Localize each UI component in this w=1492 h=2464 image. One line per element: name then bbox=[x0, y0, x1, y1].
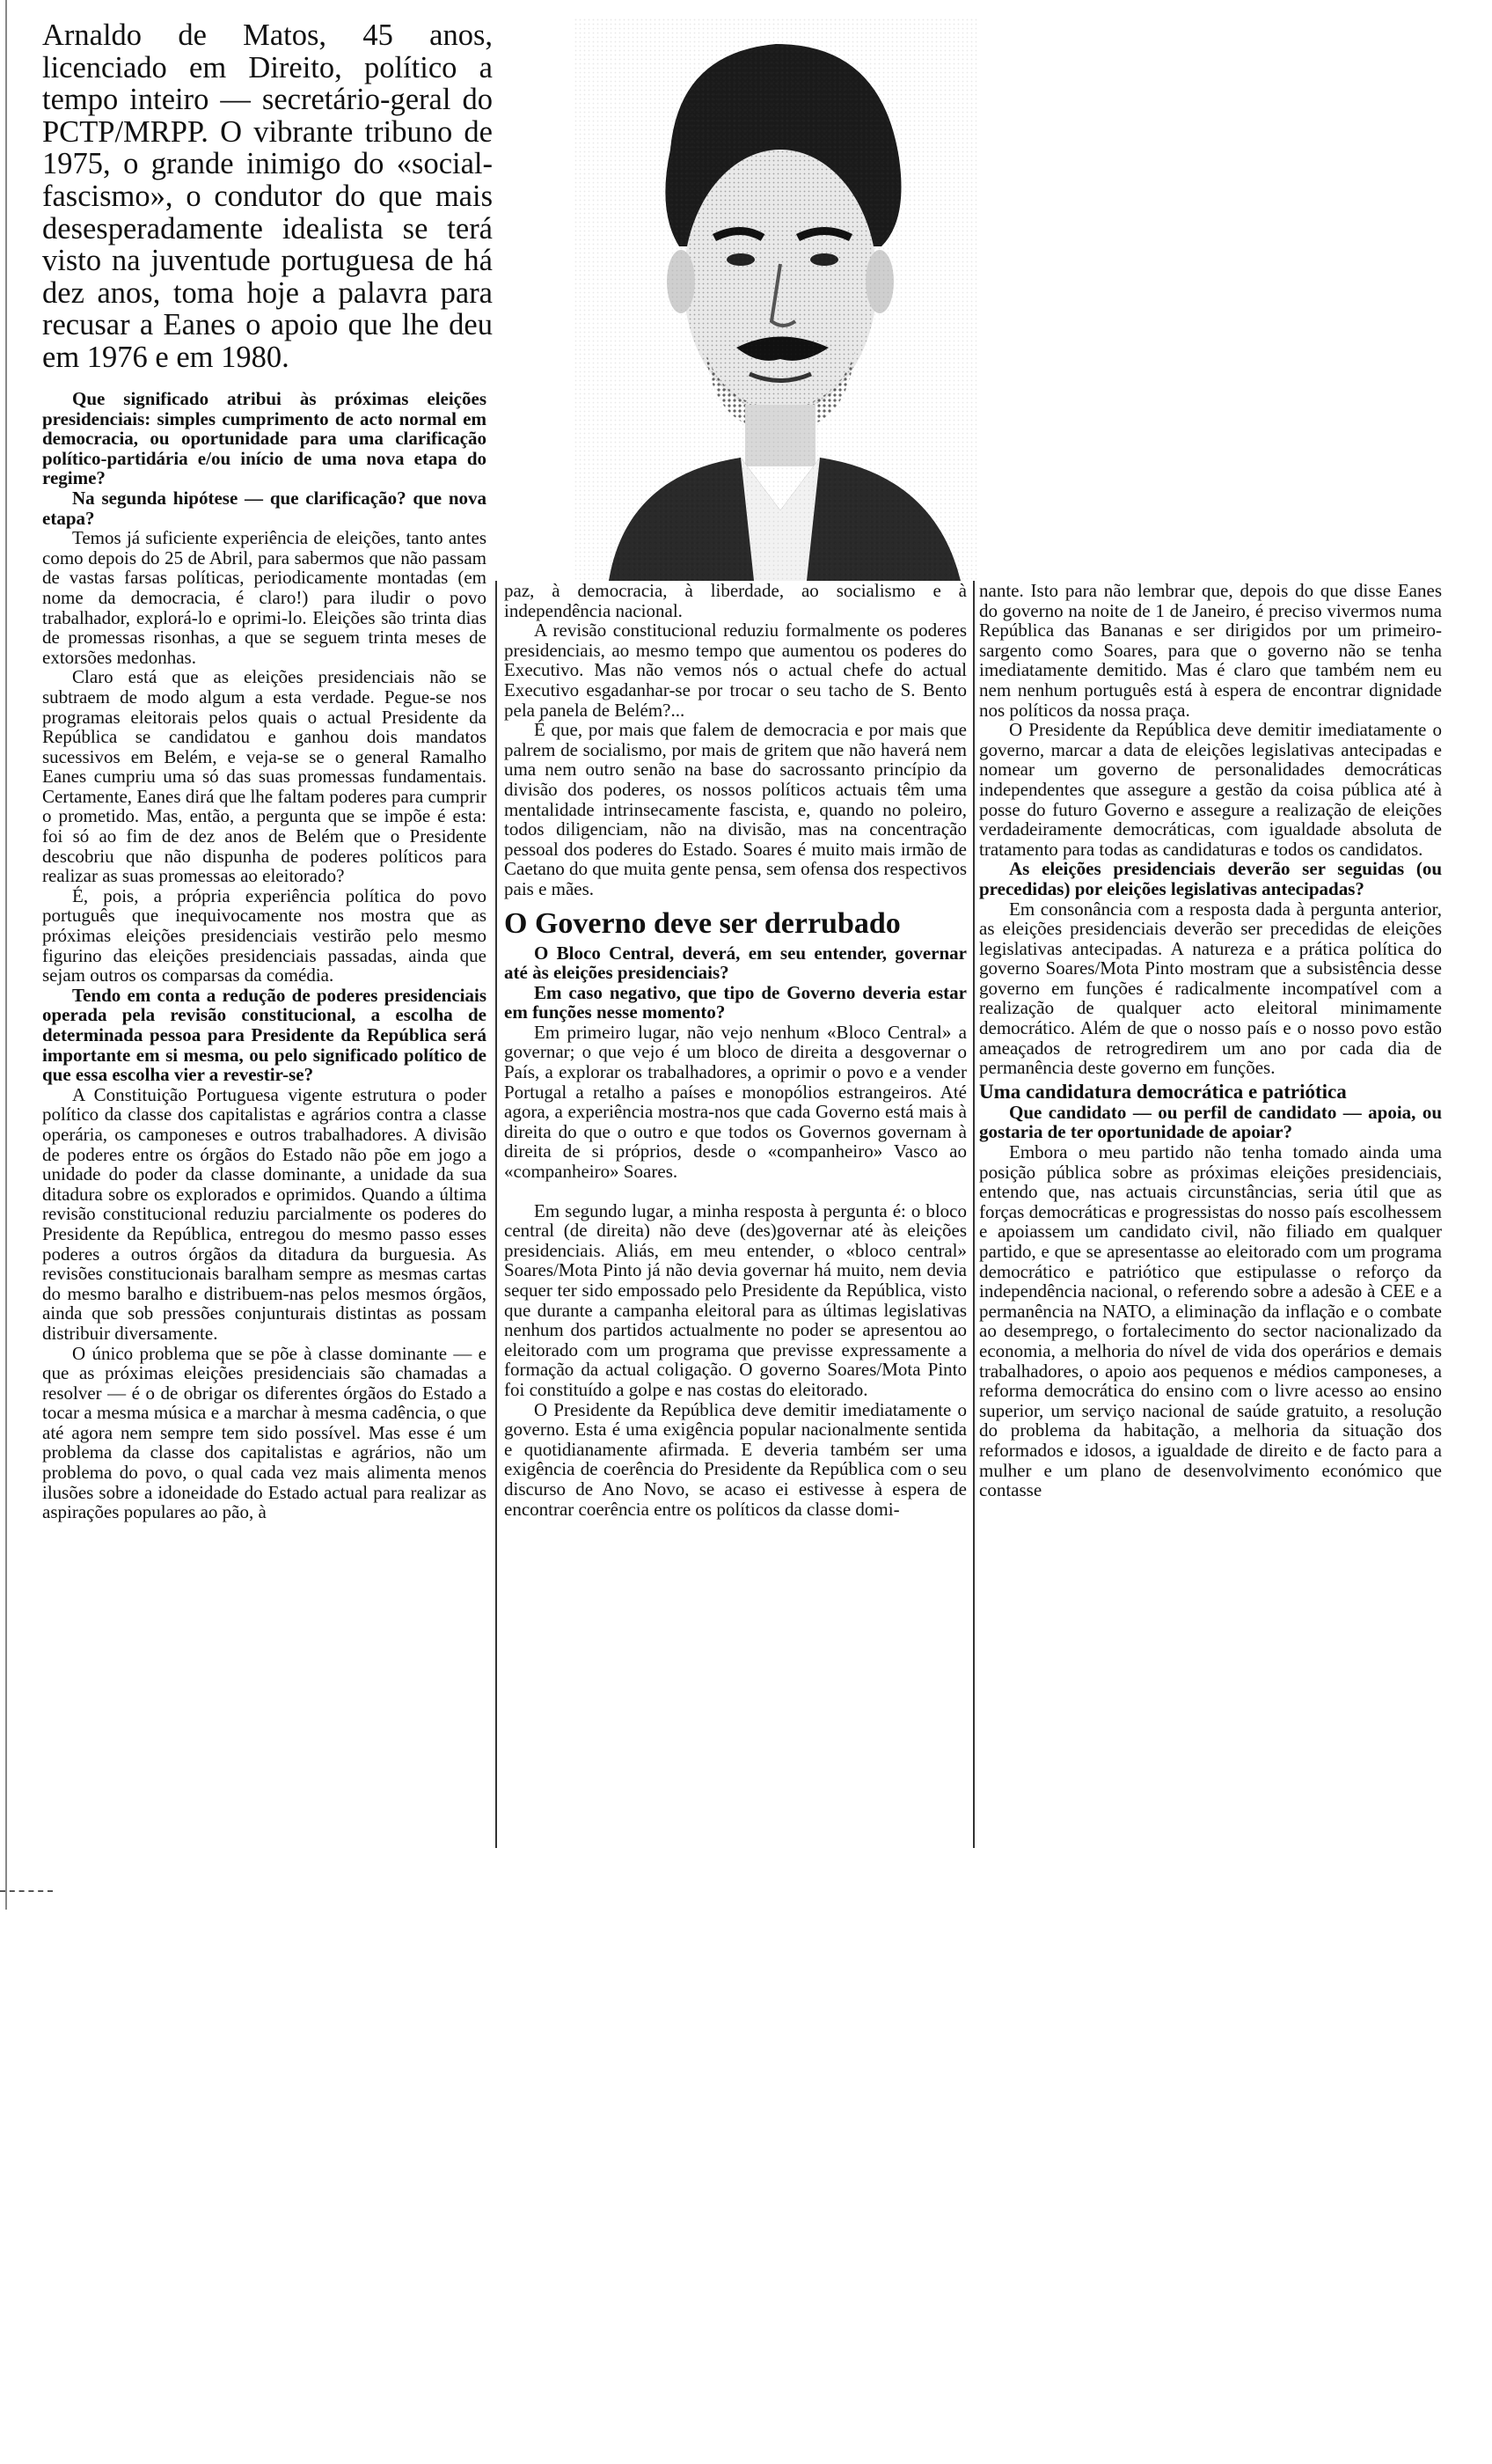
article-lead: Arnaldo de Matos, 45 anos, licenciado em Direito, político a tempo inteiro — secretário-geral do PCTP/MRPP. O vibrante tribuno de 1975, o grande inimigo do «social-fascismo», o condutor do que mais desesperadamente idealista se terá visto na juventude portuguesa de há dez anos, toma hoje a palavra para recusar a Eanes o apoio que lhe deu em 1976 e em 1980. bbox=[42, 18, 493, 374]
answer-paragraph: Em consonância com a resposta dada à pergunta anterior, as eleições presidenciais deverão ser precedidas de eleições legislativas antecipadas. A natureza e a prática política do governo Soares/Mota Pinto mostram que a subsistência desse governo em funções é radicalmente incompatível com a realização de qualquer acto eleitoral minimamente democrático. Além de que o nosso país e o nosso povo estão ameaçados de retrogredirem um ano por cada dia de permanência deste governo em funções. bbox=[979, 898, 1442, 1079]
answer-paragraph: É, pois, a própria experiência política do povo português que inequivocamente nos mostra que as próximas eleições presidenciais vestirão pelo mesmo figurino das eleições presidenciais passadas, ainda que sejam outros os comparsas da comédia. bbox=[42, 884, 486, 986]
answer-paragraph: nante. Isto para não lembrar que, depois do que disse Eanes do governo na noite de 1 de Janeiro, é preciso vivermos numa República das Bananas e ser dirigidos por um primeiro-sargento como Soares, para que o governo não se tenha imediatamente demitido. Mas é claro que também nem eu nem nenhum português está à espera de encontrar dignidade nos políticos da nossa praça. bbox=[979, 580, 1442, 721]
interview-question: Que candidato — ou perfil de candidato — apoia, ou gostaria de ter oportunidade de apoiar? bbox=[979, 1101, 1442, 1143]
author-portrait-image bbox=[574, 18, 978, 581]
interview-question: Em caso negativo, que tipo de Governo deveria estar em funções nesse momento? bbox=[504, 981, 967, 1023]
paragraph-gap bbox=[504, 1182, 967, 1201]
answer-paragraph: A Constituição Portuguesa vigente estrutura o poder político da classe dos capitalistas e agrários contra a classe operária, os camponeses e outros trabalhadores. A divisão de poderes entre os órgãos do Estado não põe em jogo a unidade do poder da classe dominante, a unidade da sua ditadura sobre os explorados e oprimidos. Quando a última revisão constitucional reduziu parcialmente os poderes do Presidente da República, entregou do mesmo passo esses poderes a outros órgãos da ditadura da burguesia. As revisões constitucionais baralham sempre as mesmas cartas do mesmo baralho e distribuem-nas pelos mesmos órgãos, ainda que sob pressões conjunturais distintas as possam distribuir diversamente. bbox=[42, 1083, 486, 1344]
article-column-3 bbox=[979, 581, 1442, 1500]
article-column-2 bbox=[504, 581, 967, 1519]
section-heading: O Governo deve ser derrubado bbox=[504, 906, 901, 940]
interview-question: Na segunda hipótese — que clarificação? que nova etapa? bbox=[42, 487, 486, 529]
answer-paragraph: Em primeiro lugar, não vejo nenhum «Bloco Central» a governar; o que vejo é um bloco de direita a desgovernar o País, a explorar os trabalhadores, a oprimir o povo e a vender Portugal a retalho a países e monopólios estrangeiros. Até agora, a experiência mostra-nos que cada Governo está mais à direita do que o outro e que todos os Governos governam à direita de si próprios, desde o «companheiro» Vasco ao «companheiro» Soares. bbox=[504, 1021, 967, 1183]
column-rule-right bbox=[973, 581, 975, 1848]
subsection-heading: Uma candidatura democrática e patriótica bbox=[979, 1080, 1347, 1103]
interview-question: As eleições presidenciais deverão ser seguidas (ou precedidas) por eleições legislativas antecipadas? bbox=[979, 858, 1442, 899]
interview-question: O Bloco Central, deverá, em seu entender, governar até às eleições presidenciais? bbox=[504, 942, 967, 984]
answer-paragraph: O único problema que se põe à classe dominante — e que as próximas eleições presidenciais são chamadas a resolver — é o de obrigar os diferentes órgãos do Estado a tocar a mesma música e a marchar à mesma cadência, o que até agora nem sempre tem sido possível. Mas esse é um problema da classe dos capitalistas e agrários, não um problema do povo, o qual cada vez mais alimenta menos ilusões sobre a idoneidade do Estado actual para realizar as aspirações populares ao pão, à bbox=[42, 1342, 486, 1523]
interview-question: Tendo em conta a redução de poderes presidenciais operada pela revisão constitucional, a escolha de determinada pessoa para Presidente da República será importante em si mesma, ou pelo significado político de que essa escolha vier a revestir-se? bbox=[42, 984, 486, 1086]
page-edge-rule bbox=[5, 0, 7, 1910]
answer-paragraph: O Presidente da República deve demitir imediatamente o governo, marcar a data de eleições legislativas antecipadas e nomear um governo de personalidades democráticas independentes que assegure a gestão da coisa pública até à posse do futuro Governo e assegure a realização de eleições verdadeiramente democráticas, com igualdade absoluta de tratamento para todas as candidaturas e todos os candidatos. bbox=[979, 719, 1442, 860]
answer-paragraph: Em segundo lugar, a minha resposta à pergunta é: o bloco central (de direita) não deve (des)governar até às eleições presidenciais. Aliás, em meu entender, o «bloco central» Soares/Mota Pinto já não devia governar há muito, nem devia sequer ter sido empossado pelo Presidente da República, visto que durante a campanha eleitoral para as últimas legislativas nenhum dos partidos actualmente no poder se apresentou ao eleitorado com um programa que previsse expressamente a formação da actual coligação. O governo Soares/Mota Pinto foi constituído a golpe e nas costas do eleitorado. bbox=[504, 1199, 967, 1400]
column-rule-left bbox=[495, 581, 497, 1848]
answer-paragraph: paz, à democracia, à liberdade, ao socialismo e à independência nacional. bbox=[504, 580, 967, 621]
answer-paragraph: A revisão constitucional reduziu formalmente os poderes presidenciais, ao mesmo tempo que aumentou os poderes do Executivo. Mas não vemos nós o actual chefe do actual Executivo esgadanhar-se por trocar o seu tacho de S. Bento pela panela de Belém?... bbox=[504, 620, 967, 721]
answer-paragraph: Temos já suficiente experiência de eleições, tanto antes como depois do 25 de Abril, para sabermos que não passam de vastas farsas políticas, periodicamente montadas (em nome da democracia, é claro!) para iludir o povo trabalhador, explorá-lo e oprimi-lo. Eleições são trinta dias de promessas risonhas, a que se seguem trinta meses de extorsões medonhas. bbox=[42, 527, 486, 668]
answer-paragraph: É que, por mais que falem de democracia e por mais que palrem de socialismo, por mais de gritem que não haverá nem uma nem outro senão na base do sacrossanto princípio da divisão dos poderes, os nossos políticos actuais têm uma mentalidade intrinsecamente fascista, e, quando no poleiro, todos diligenciam, não na divisão, mas na concentração pessoal dos poderes do Estado. Soares é muito mais irmão de Caetano do que muita gente pensa, sem ofensa dos respectivos pais e mães. bbox=[504, 719, 968, 899]
answer-paragraph: Claro está que as eleições presidenciais não se subtraem de modo algum a esta verdade. Pegue-se nos programas eleitorais pelos quais o actual Presidente da República se candidatou e ganhou dois mandatos sucessivos em Belém, e veja-se se o general Ramalho Eanes cumpriu uma só das suas promessas fundamentais. Certamente, Eanes dirá que lhe faltam poderes para cumprir o prometido. Mas, então, a pergunta que se impõe é esta: foi só ao fim de dez anos de Belém que o Presidente descobriu que não dispunha de poderes políticos para realizar as suas promessas ao eleitorado? bbox=[42, 666, 486, 887]
scan-artifact-line bbox=[0, 1890, 53, 1892]
interview-question: Que significado atribui às próximas eleições presidenciais: simples cumprimento de acto normal em democracia, ou oportunidade para uma clarificação político-partidária e/ou início de uma nova etapa do regime? bbox=[42, 388, 486, 489]
answer-paragraph: Embora o meu partido não tenha tomado ainda uma posição pública sobre as próximas eleições presidenciais, entendo que, nas actuais circunstâncias, seria útil que as forças democráticas e progressistas do nosso país escolhessem e apoiassem um candidato civil, não filiado em qualquer partido, e que se apresentasse ao eleitorado com um programa democrático e patriótico que estipulasse o reforço da independência nacional, o referendo sobre a adesão à CEE e a permanência na NATO, a eliminação da inflação e o combate ao desemprego, o fortalecimento do sector nacionalizado da economia, a melhoria do nível de vida dos operários e demais trabalhadores, o apoio aos pequenos e médios camponeses, a reforma democrática do ensino com o livre acesso ao ensino superior, um serviço nacional de saúde gratuito, a resolução do problema da habitação, a melhoria da situação dos reformados e idosos, a igualdade de direito e de facto para a mulher e um plano de desenvolvimento económico que contasse bbox=[979, 1141, 1442, 1501]
answer-paragraph: O Presidente da República deve demitir imediatamente o governo. Esta é uma exigência popular nacionalmente sentida e quotidianamente afirmada. E deveria também ser uma exigência de coerência do Presidente da República com o seu discurso de Ano Novo, se acaso ei estivesse à espera de encontrar coerência entre os políticos da classe domi- bbox=[504, 1398, 967, 1520]
article-column-1 bbox=[42, 389, 486, 1522]
